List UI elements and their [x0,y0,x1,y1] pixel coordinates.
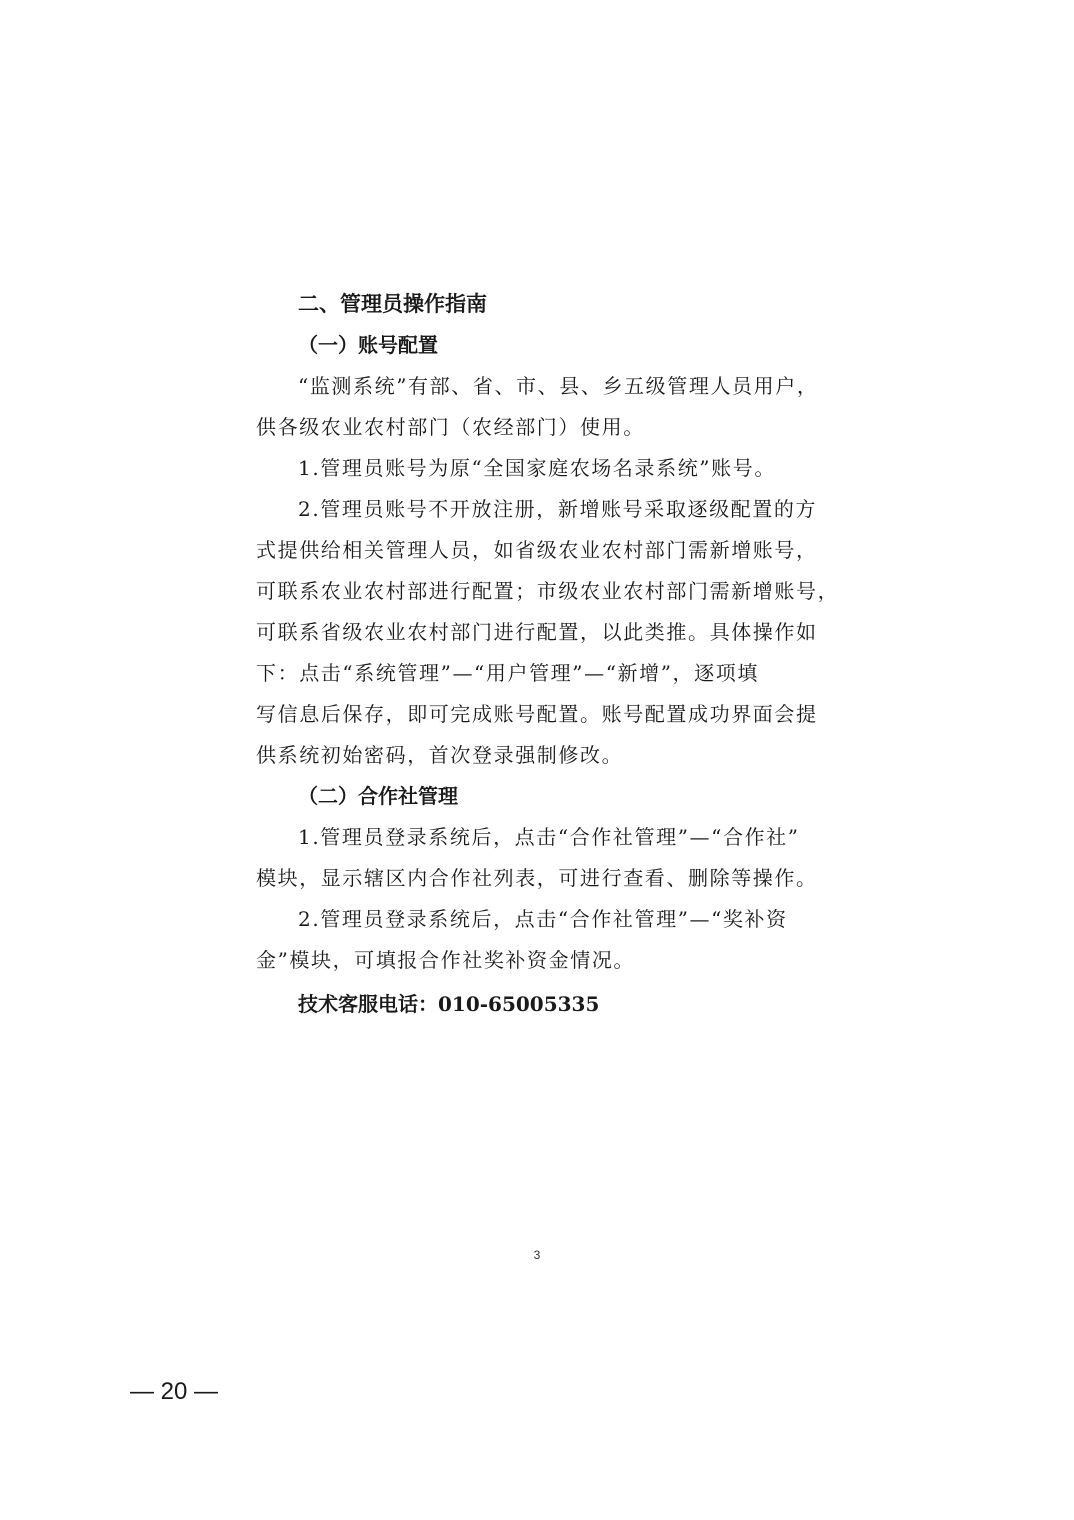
paragraph-line: 2.管理员账号不开放注册，新增账号采取逐级配置的方 [298,497,818,521]
section-title: 二、管理员操作指南 [298,292,487,316]
subsection-title-account-config: （一）账号配置 [298,333,438,357]
paragraph-line: 下：点击“系统管理”—“用户管理”—“新增”，逐项填 [256,661,759,685]
paragraph-line: 可联系农业农村部进行配置；市级农业农村部门需新增账号， [256,579,840,603]
paragraph-line: 可联系省级农业农村部门进行配置，以此类推。具体操作如 [256,620,818,644]
paragraph-line: 2.管理员登录系统后，点击“合作社管理”—“奖补资 [298,907,788,931]
paragraph-line: 模块，显示辖区内合作社列表，可进行查看、删除等操作。 [256,866,818,890]
paragraph-line: 金”模块，可填报合作社奖补资金情况。 [256,948,636,972]
outer-page-number: — 20 — [130,1378,219,1405]
paragraph-line: 供系统初始密码，首次登录强制修改。 [256,743,624,767]
paragraph-line: 1.管理员登录系统后，点击“合作社管理”—“合作社” [298,825,800,849]
paragraph-line: “监测系统”有部、省、市、县、乡五级管理人员用户， [298,374,819,398]
inner-page-number: 3 [533,1248,541,1262]
paragraph-line: 式提供给相关管理人员，如省级农业农村部门需新增账号， [256,538,818,562]
support-hotline: 技术客服电话：010-65005335 [298,992,600,1016]
page-content [256,284,840,1025]
paragraph-line: 1.管理员账号为原“全国家庭农场名录系统”账号。 [298,456,776,480]
paragraph-line: 写信息后保存，即可完成账号配置。账号配置成功界面会提 [256,702,818,726]
subsection-title-cooperative-management: （二）合作社管理 [298,784,458,808]
paragraph-line: 供各级农业农村部门（农经部门）使用。 [256,415,645,439]
